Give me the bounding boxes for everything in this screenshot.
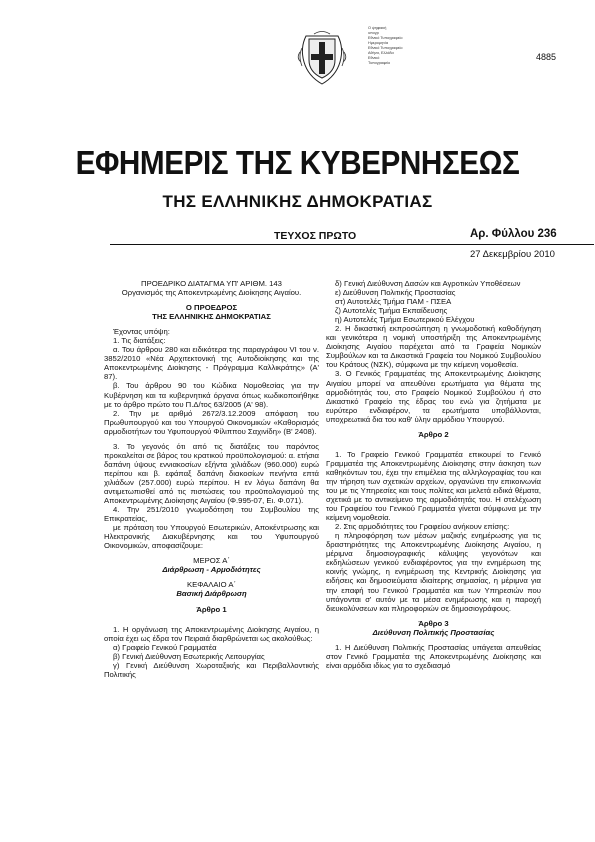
- issue-label: ΤΕΥΧΟΣ ΠΡΩΤΟ: [274, 230, 357, 242]
- paragraph: 4. Την 251/2010 γνωμοδότηση του Συμβουλίου της Επικρατείας,: [104, 505, 319, 524]
- paragraph: Οργανισμός της Αποκεντρωμένης Διοίκησης Αιγαίου.: [121, 288, 302, 298]
- stamp-line: υπογρ: [368, 31, 379, 35]
- paragraph: 1. Η Διεύθυνση Πολιτικής Προστασίας υπάγεται απευθείας στον Γενικό Γραμματέα της Αποκεντρωμένης Διοίκησης και είναι αρμόδια ιδίως για το σχεδιασμό: [326, 642, 541, 670]
- header-divider: [110, 244, 594, 245]
- paragraph: ΤΗΣ ΕΛΛΗΝΙΚΗΣ ΔΗΜΟΚΡΑΤΙΑΣ: [152, 312, 271, 322]
- page-number: 4885: [536, 52, 557, 62]
- paragraph: β. Του άρθρου 90 του Κώδικα Νομοθεσίας για την Κυβέρνηση και τα κυβερνητικά όργανα όπως κωδικοποιήθηκε με το άρθρο πρώτο του Π.Δ/τος 63/2005 (Α' 98).: [104, 381, 319, 409]
- paragraph: Άρθρο 3: [418, 618, 449, 628]
- right-column: [326, 279, 541, 670]
- paragraph: Ο ΠΡΟΕΔΡΟΣ: [185, 303, 238, 313]
- paragraph: δ) Γενική Διεύθυνση Δασών και Αγροτικών Υποθέσεων: [335, 279, 521, 288]
- greek-coat-of-arms-emblem: [296, 28, 348, 88]
- digital-signature-stamp: [368, 26, 458, 66]
- paragraph: 1. Τις διατάξεις:: [113, 336, 166, 346]
- paragraph: η) Αυτοτελές Τμήμα Εσωτερικού Ελέγχου: [335, 315, 475, 325]
- paragraph: Βασική Διάρθρωση: [176, 589, 247, 599]
- stamp-line: Ημερομηνία: [368, 41, 389, 45]
- paragraph: η πληροφόρηση των μέσων μαζικής ενημέρωσης για τις δραστηριότητες της Αποκεντρωμένης Διοίκησης Αιγαίου, η μέριμνα δημοσιογραφικής κάλυψης γεγονότων και εκδηλώσεων γενικού ενδιαφέροντος για την ενημέρωση της κοινής γνώμης, η ενημέρωση της Κεντρικής Διοίκησης για ειδήσεις και δημοσιεύματα ιδιαίτερης σημασίας, η μέριμνα για την επαφή του Γενικού Γραμματέα και των Υπηρεσιών που υπάγονται σ' αυτόν με τα μέσα ενημέρωσης και η παροχή διευκολύνσεων και πληροφοριών σε δημοσιογράφους.: [326, 531, 541, 613]
- paragraph: γ) Γενική Διεύθυνση Χωροταξικής και Περιβαλλοντικής Πολιτικής: [104, 660, 319, 679]
- issue-date: 27 Δεκεμβρίου 2010: [470, 249, 555, 260]
- stamp-line: Αθήνα, Ελλάδα: [368, 51, 394, 55]
- paragraph: 2. Στις αρμοδιότητες του Γραφείου ανήκουν επίσης:: [335, 522, 510, 532]
- paragraph: 2. Η δικαστική εκπροσώπηση η γνωμοδοτική καθοδήγηση και γενικότερα η νομική υποστήριξη της Αποκεντρωμένης Διοίκησης Αιγαίου παρέχεται από τα Γραφεία Νομικών Συμβούλων και τα Δικαστικά Γραφεία του Νομικού Συμβουλίου του Κράτους (ΝΣΚ), σύμφωνα με την κείμενη νομοθεσία.: [326, 324, 541, 370]
- paragraph: 1. Το Γραφείο Γενικού Γραμματέα επικουρεί το Γενικό Γραμματέα της Αποκεντρωμένης Διοίκησης στην άσκηση των καθηκόντων του, έχει την επιμέλεια της αλληλογραφίας του και την τήρηση των σχετικών αρχείων, οργανώνει την επικοινωνία του με τις Υπηρεσίες και τους πολίτες και μελετά ειδικά θέματα, σχετικά με το αντικείμενο της αρμοδιότητάς του. Η στελέχωση του Γραφείου του Γενικού Γραμματέα γίνεται σύμφωνα με την κείμενη νομοθεσία.: [326, 449, 541, 523]
- left-column: [104, 279, 319, 679]
- stamp-line: Εθνικό: [368, 56, 380, 60]
- stamp-line: Ο ψηφιακή: [368, 26, 387, 30]
- stamp-line: Τυπογραφείο: [368, 61, 391, 65]
- paragraph: Διάρθρωση - Αρμοδιότητες: [162, 565, 261, 575]
- paragraph: 2. Την με αριθμό 2672/3.12.2009 απόφαση του Πρωθυπουργού και του Υπουργού Οικονομικών «Καθορισμός αρμοδιοτήτων του Υφυπουργού Φίλιππου Σαχινίδη» (Β' 2408).: [104, 408, 319, 436]
- paragraph: α. Του άρθρου 280 και ειδικότερα της παραγράφου VI του ν. 3852/2010 «Νέα Αρχιτεκτονική της Αυτοδιοίκησης και της Αποκεντρωμένης Διοίκησης - Πρόγραμμα Καλλικράτης» (Α' 87).: [104, 345, 319, 382]
- paragraph: 3. Το γεγονός ότι από τις διατάξεις του παρόντος προκαλείται σε βάρος του κρατικού προϋπολογισμού: α. ετήσια δαπάνη ύψους εννιακοσίων εξήντα χιλιάδων (960.000) ευρώ περίπου και β. εφάπαξ δαπάνη διακοσίων πενήντα επτά χιλιάδων (257.000) ευρώ περίπου. Η εν λόγω δαπάνη θα αντιμετωπισθεί από τις πιστώσεις του προϋπολογισμού της Αποκεντρωμένης Διοίκησης Αιγαίου (Φ.995-07, Ει. Φ.071).: [104, 441, 319, 506]
- paragraph: με πρόταση του Υπουργού Εσωτερικών, Αποκέντρωσης και Ηλεκτρονικής Διακυβέρνησης και του Υφυπουργού Οικονομικών, αποφασίζουμε:: [104, 523, 319, 551]
- paragraph: Έχοντας υπόψη:: [113, 327, 170, 337]
- paragraph: 3. Ο Γενικός Γραμματέας της Αποκεντρωμένης Διοίκησης Αιγαίου μπορεί να απευθύνει ερωτήματα για θέματα της αρμοδιότητάς του, στο Γραφείο Νομικού Συμβούλου ή στο Δικαστικό Γραφείο της έδρας του ενώ για ζητήματα με ευρύτερο ενδιαφέρον, τα ερωτήματα υποβάλλονται, υποχρεωτικά δια του καθ' ύλην αρμόδιου Υπουργού.: [326, 369, 541, 424]
- stamp-line: Εθνικό Τυπογραφείο: [368, 46, 403, 50]
- paragraph: Άρθρο 2: [418, 429, 449, 439]
- paragraph: ζ) Αυτοτελές Τμήμα Εκπαίδευσης: [335, 306, 448, 316]
- paragraph: στ) Αυτοτελές Τμήμα ΠΑΜ - ΠΣΕΑ: [335, 297, 452, 307]
- paragraph: ΚΕΦΑΛΑΙΟ Α΄: [186, 580, 237, 590]
- paragraph: β) Γενική Διεύθυνση Εσωτερικής Λειτουργίας: [113, 651, 265, 661]
- paragraph: Άρθρο 1: [196, 604, 227, 614]
- sheet-number: Αρ. Φύλλου 236: [470, 228, 557, 240]
- paragraph: ΠΡΟΕΔΡΙΚΟ ΔΙΑΤΑΓΜΑ ΥΠ' ΑΡΙΘΜ. 143: [141, 279, 282, 288]
- gazette-subtitle: ΤΗΣ ΕΛΛΗΝΙΚΗΣ ΔΗΜΟΚΡΑΤΙΑΣ: [162, 192, 433, 211]
- paragraph: α) Γραφείο Γενικού Γραμματέα: [113, 642, 217, 652]
- stamp-line: Εθνικό Τυπογραφείο: [368, 36, 403, 40]
- paragraph: Διεύθυνση Πολιτικής Προστασίας: [372, 627, 495, 637]
- gazette-title: ΕΦΗΜΕΡΙΣ ΤΗΣ ΚΥΒΕΡΝΗΣΕΩΣ: [75, 144, 520, 181]
- paragraph: ε) Διεύθυνση Πολιτικής Προστασίας: [335, 288, 456, 298]
- paragraph: 1. Η οργάνωση της Αποκεντρωμένης Διοίκησης Αιγαίου, η οποία έχει ως έδρα τον Πειραιά διαρθρώνεται ως ακολούθως:: [104, 624, 319, 643]
- paragraph: ΜΕΡΟΣ Α΄: [193, 556, 230, 566]
